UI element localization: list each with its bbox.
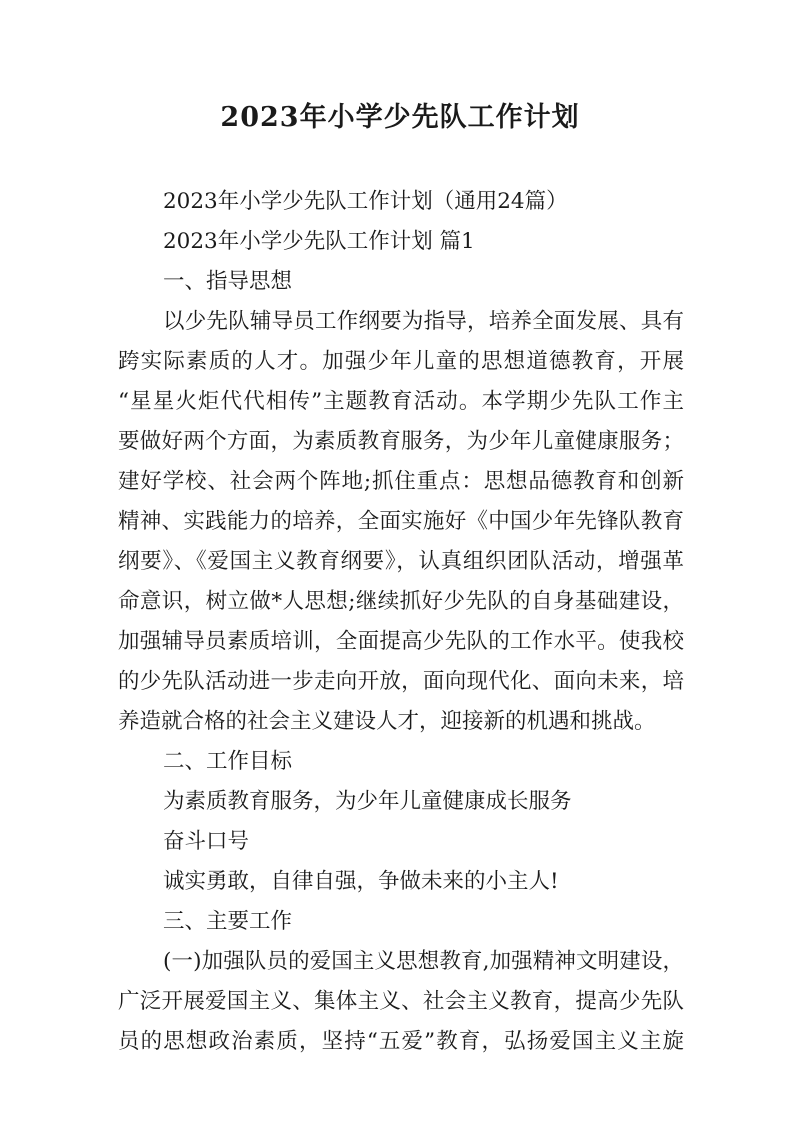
body-line: 加强辅导员素质培训，全面提高少先队的工作水平。使我校 bbox=[118, 629, 684, 654]
body-line: 跨实际素质的人才。加强少年儿童的思想道德教育，开展 bbox=[118, 349, 684, 374]
body-line: 2023年小学少先队工作计划（通用24篇） bbox=[163, 189, 568, 214]
body-line: 奋斗口号 bbox=[163, 829, 250, 854]
body-line: 二、工作目标 bbox=[163, 749, 293, 774]
body-line: 的少先队活动进一步走向开放，面向现代化、面向未来，培 bbox=[118, 669, 684, 694]
body-line: (一)加强队员的爱国主义思想教育,加强精神文明建设， bbox=[163, 949, 684, 974]
body-line: 养造就合格的社会主义建设人才，迎接新的机遇和挑战。 bbox=[118, 709, 656, 734]
body-line: “星星火炬代代相传”主题教育活动。本学期少先队工作主 bbox=[118, 389, 684, 414]
body-line: 纲要》、《爱国主义教育纲要》，认真组织团队活动，增强革 bbox=[118, 549, 684, 574]
body-line: 广泛开展爱国主义、集体主义、社会主义教育，提高少先队 bbox=[118, 989, 684, 1014]
body-line: 员的思想政治素质，坚持“五爱”教育，弘扬爱国主义主旋 bbox=[118, 1029, 684, 1054]
body-line: 2023年小学少先队工作计划 篇1 bbox=[163, 229, 475, 254]
body-line: 精神、实践能力的培养，全面实施好《中国少年先锋队教育 bbox=[118, 509, 684, 534]
document-body bbox=[118, 182, 684, 1062]
body-line: 命意识，树立做*人思想;继续抓好少先队的自身基础建设， bbox=[118, 589, 684, 614]
body-line: 诚实勇敢，自律自强，争做未来的小主人! bbox=[163, 869, 559, 894]
body-line: 要做好两个方面，为素质教育服务，为少年儿童健康服务； bbox=[118, 429, 684, 454]
body-line: 为素质教育服务，为少年儿童健康成长服务 bbox=[163, 789, 572, 814]
body-line: 一、指导思想 bbox=[163, 269, 293, 294]
body-line: 三、主要工作 bbox=[163, 909, 293, 934]
body-line: 以少先队辅导员工作纲要为指导，培养全面发展、具有 bbox=[163, 309, 684, 334]
body-line: 建好学校、社会两个阵地;抓住重点：思想品德教育和创新 bbox=[118, 469, 684, 494]
document-title: 2023年小学少先队工作计划 bbox=[220, 102, 580, 133]
